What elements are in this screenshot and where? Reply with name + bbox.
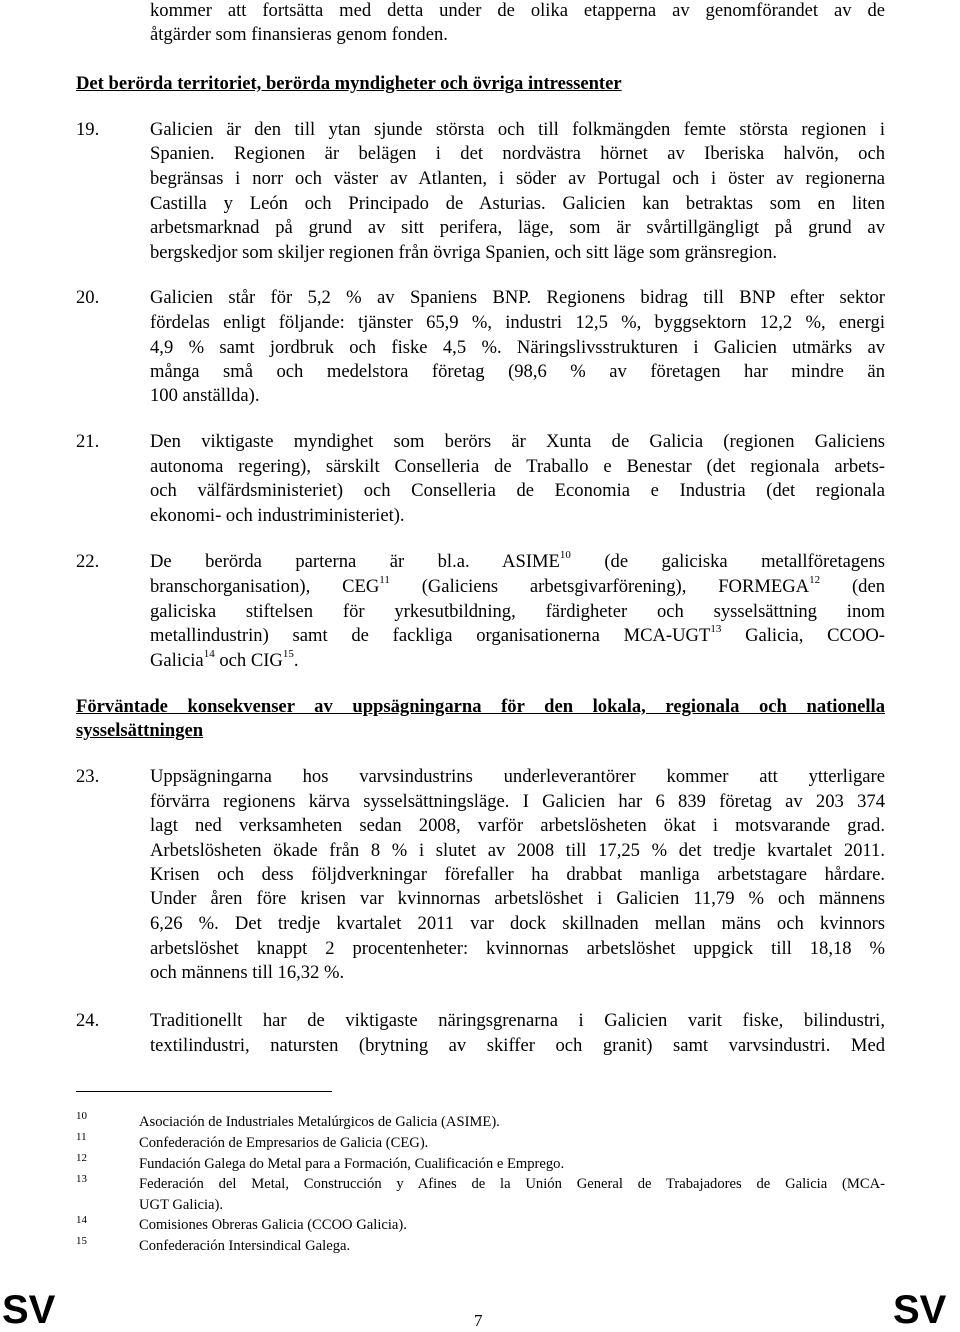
footnote-text: UGT Galicia). [139, 1197, 224, 1213]
footnote-ref: 15 [282, 648, 294, 660]
footnote-text: Federación del Metal, Construcción y Afines de la Unión General de Trabajadores de Galicia (MCA- [139, 1176, 885, 1192]
footnote-number: 12 [76, 1152, 87, 1164]
language-code-left: SV [2, 1288, 56, 1332]
paragraph-line [150, 648, 885, 671]
footnote-ref: 14 [203, 648, 215, 660]
paragraph-number: 19. [76, 119, 100, 140]
footnote-number: 10 [76, 1110, 87, 1122]
footnote-text: Fundación Galega do Metal para a Formación, Cualificación e Emprego. [139, 1156, 565, 1172]
paragraph-line [150, 574, 885, 597]
footnote-text: Comisiones Obreras Galicia (CCOO Galicia). [139, 1217, 407, 1233]
paragraph-line: Arbetslösheten ökade från 8 % i slutet av 2008 till 17,25 % det tredje kvartalet 2011. [150, 840, 885, 861]
paragraph-number: 24. [76, 1010, 100, 1031]
footnote-text: Confederación de Empresarios de Galicia (CEG). [139, 1135, 429, 1151]
footnote-text: Asociación de Industriales Metalúrgicos de Galicia (ASIME). [139, 1114, 500, 1130]
paragraph-line: Castilla y León och Principado de Asturias. Galicien kan betraktas som en liten [150, 193, 885, 214]
paragraph-number: 23. [76, 766, 100, 787]
footnote-text: Confederación Intersindical Galega. [139, 1238, 351, 1254]
paragraph-line: Under åren före krisen var kvinnornas arbetslöshet i Galicien 11,79 % och männens [150, 888, 885, 909]
paragraph-line: bergskedjor som skiljer regionen från övriga Spanien, och sitt läge som gränsregion. [150, 242, 778, 263]
text-run: . [293, 650, 299, 671]
paragraph-number: 22. [76, 551, 100, 572]
paragraph-line: Den viktigaste myndighet som berörs är Xunta de Galicia (regionen Galiciens [150, 431, 885, 452]
footnote-number: 13 [76, 1173, 87, 1185]
text-run: och CIG [214, 650, 283, 671]
paragraph-line: Spanien. Regionen är belägen i det nordvästra hörnet av Iberiska halvön, och [150, 143, 885, 164]
text-run: Galicia [150, 650, 204, 671]
footnote-number: 14 [76, 1214, 87, 1226]
footnote-ref: 13 [710, 623, 722, 635]
paragraph-line [150, 623, 885, 646]
paragraph-line: Traditionellt har de viktigaste näringsgrenarna i Galicien varit fiske, bilindustri, [150, 1010, 885, 1031]
paragraph-line: och välfärdsministeriet) och Conselleria de Economia e Industria (det regionala [150, 480, 885, 501]
text-run: Galicia, CCOO- [721, 625, 885, 646]
paragraph-line: 6,26 %. Det tredje kvartalet 2011 var dock skillnaden mellan mäns och kvinnors [150, 913, 885, 934]
paragraph-line: begränsas i norr och väster av Atlanten, i söder av Portugal och i öster av regionerna [150, 168, 885, 189]
paragraph-line: Galicien är den till ytan sjunde största och till folkmängden femte största regionen i [150, 119, 885, 140]
paragraph-line: lagt ned verksamheten sedan 2008, varför arbetslösheten ökat i motsvarande grad. [150, 815, 885, 836]
paragraph-line: 4,9 % samt jordbruk och fiske 4,5 %. Näringslivsstrukturen i Galicien utmärks av [150, 337, 885, 358]
section-heading-consequences: Förväntade konsekvenser av uppsägningarna för den lokala, regionala och nationella [76, 696, 885, 717]
paragraph-line: fördelas enligt följande: tjänster 65,9 %, industri 12,5 %, byggsektorn 12,2 %, energi [150, 312, 885, 333]
intro-line: åtgärder som finansieras genom fonden. [150, 24, 448, 45]
footnote-ref: 11 [379, 574, 390, 586]
paragraph-line: arbetsmarknad på grund av sitt perifera, läge, som är svårtillgängligt på grund av [150, 217, 885, 238]
paragraph-line: många små och medelstora företag (98,6 % av företagen har mindre än [150, 361, 885, 382]
paragraph-line: och männens till 16,32 %. [150, 962, 345, 983]
section-heading-territory: Det berörda territoriet, berörda myndigheter och övriga intressenter [76, 73, 622, 94]
paragraph-line: 100 anställda). [150, 385, 260, 406]
text-run: metallindustrin) samt de fackliga organisationerna MCA-UGT [150, 625, 711, 646]
paragraph-number: 21. [76, 431, 100, 452]
text-run: (den [820, 576, 885, 597]
paragraph-line: galiciska stiftelsen för yrkesutbildning, färdigheter och sysselsättning inom [150, 601, 885, 622]
language-code-right: SV [893, 1288, 947, 1332]
footnote-separator [76, 1091, 332, 1092]
paragraph-line: Uppsägningarna hos varvsindustrins underleverantörer kommer att ytterligare [150, 766, 885, 787]
paragraph-line: arbetslöshet knappt 2 procentenheter: kvinnornas arbetslöshet uppgick till 18,18 % [150, 938, 885, 959]
page-number: 7 [474, 1311, 483, 1330]
section-heading-consequences-cont: sysselsättningen [76, 720, 204, 741]
text-run: branschorganisation), CEG [150, 576, 380, 597]
paragraph-number: 20. [76, 287, 100, 308]
intro-line: kommer att fortsätta med detta under de olika etapperna av genomförandet av de [150, 0, 885, 21]
paragraph-line [150, 549, 885, 572]
footnote-number: 11 [76, 1131, 87, 1143]
paragraph-line: textilindustri, natursten (brytning av skiffer och granit) samt varvsindustri. Med [150, 1035, 885, 1056]
text-run: (Galiciens arbetsgivarförening), FORMEGA [389, 576, 810, 597]
text-run: (de galiciska metallföretagens [570, 551, 885, 572]
footnote-ref: 10 [559, 549, 571, 561]
paragraph-line: Galicien står för 5,2 % av Spaniens BNP. Regionens bidrag till BNP efter sektor [150, 287, 885, 308]
text-run: De berörda parterna är bl.a. ASIME [150, 551, 560, 572]
footnote-ref: 12 [809, 574, 821, 586]
footnote-number: 15 [76, 1235, 87, 1247]
paragraph-line: Krisen och dess följdverkningar förefaller ha drabbat manliga arbetstagare hårdare. [150, 864, 885, 885]
paragraph-line: autonoma regering), särskilt Conselleria de Traballo e Benestar (det regionala arbets- [150, 456, 885, 477]
paragraph-line: förvärra regionens kärva sysselsättningsläge. I Galicien har 6 839 företag av 203 374 [150, 791, 885, 812]
paragraph-line: ekonomi- och industriministeriet). [150, 505, 405, 526]
